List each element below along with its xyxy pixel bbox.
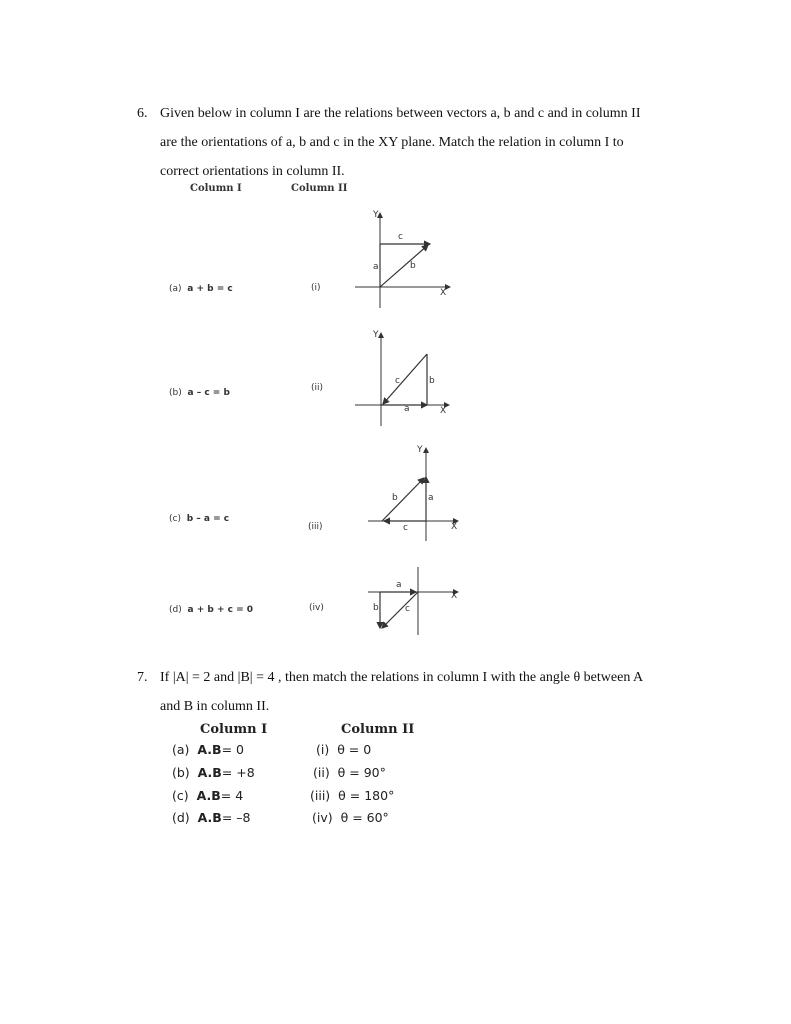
q7-option-iii-angle: θ = 180°	[338, 788, 395, 803]
q7-row-d-tag: (d)	[172, 810, 190, 825]
q6-option-i: (i)	[311, 283, 321, 293]
q6-row-a	[169, 284, 233, 294]
q6-line-1: Given below in column I are the relations between vectors a, b and c and in column II	[160, 106, 641, 121]
q7-row-d-rhs: = –8	[221, 810, 251, 825]
q7-option-iv-angle: θ = 60°	[340, 810, 389, 825]
q6-row-c-tag: (c)	[169, 514, 181, 524]
q7-column-2-heading: Column II	[341, 722, 415, 737]
diagram-iii-c-label: c	[403, 523, 408, 533]
diagram-i-a-label: a	[373, 262, 379, 272]
diagram-ii-c-label: c	[395, 376, 400, 386]
diagram-iv	[365, 565, 465, 637]
diagram-i-x-label: X	[440, 288, 447, 298]
diagram-iv-x-label: X	[451, 591, 458, 601]
q7-option-ii	[313, 765, 386, 780]
q7-row-b	[172, 765, 255, 780]
q7-row-c-tag: (c)	[172, 788, 189, 803]
diagram-i-b-label: b	[410, 261, 416, 271]
q7-option-i	[316, 742, 371, 757]
q6-row-d-relation: a + b + c = 0	[187, 605, 254, 615]
diagram-ii-y-label: Y	[373, 330, 379, 340]
q7-column-1-heading: Column I	[200, 722, 268, 737]
diagram-iii-x-label: X	[451, 522, 458, 532]
q7-row-a-rhs: = 0	[221, 742, 244, 757]
diagram-ii-a-label: a	[404, 404, 410, 414]
q7-row-b-rhs: = +8	[221, 765, 255, 780]
diagram-iii-a-label: a	[428, 493, 434, 503]
q7-row-b-relation: A.B	[197, 765, 222, 780]
q6-option-ii: (ii)	[311, 383, 324, 393]
q6-row-c	[169, 514, 229, 524]
q7-row-d-relation: A.B	[197, 810, 222, 825]
q7-option-ii-tag: (ii)	[313, 765, 330, 780]
diagram-ii	[352, 328, 457, 426]
q7-line-1: If |A| = 2 and |B| = 4 , then match the relations in column I with the angle θ between A	[160, 670, 644, 685]
q7-row-d	[172, 810, 251, 825]
q7-option-i-tag: (i)	[316, 742, 330, 757]
q7-option-iii	[310, 788, 394, 803]
diagram-ii-b-label: b	[429, 376, 435, 386]
q6-option-iii: (iii)	[308, 522, 323, 532]
q7-row-c-relation: A.B	[196, 788, 221, 803]
diagram-ii-x-label: X	[440, 406, 447, 416]
q6-row-c-relation: b – a = c	[186, 514, 230, 524]
q7-option-iii-tag: (iii)	[310, 788, 331, 803]
q6-row-a-tag: (a)	[169, 284, 182, 294]
q6-row-a-relation: a + b = c	[187, 284, 233, 294]
diagram-iii-y-label: Y	[417, 445, 423, 455]
diagram-i-c-label: c	[398, 232, 403, 242]
q7-row-a-tag: (a)	[172, 742, 190, 757]
diagram-iii	[365, 443, 465, 543]
q6-line-3: correct orientations in column II.	[160, 164, 345, 179]
diagram-iv-c-label: c	[405, 604, 410, 614]
q7-option-ii-angle: θ = 90°	[337, 765, 386, 780]
q6-row-b-relation: a – c = b	[187, 388, 230, 398]
q7-row-a-relation: A.B	[197, 742, 222, 757]
q7-row-a	[172, 742, 244, 757]
diagram-i-y-label: Y	[373, 210, 379, 220]
q7-option-i-angle: θ = 0	[337, 742, 372, 757]
diagram-iv-b-label: b	[373, 603, 379, 613]
q6-number: 6.	[137, 106, 148, 121]
q6-column-1-heading: Column I	[190, 183, 242, 194]
diagram-iii-b-label: b	[392, 493, 398, 503]
q7-row-c	[172, 788, 243, 803]
q7-option-iv	[312, 810, 389, 825]
diagram-iv-a-label: a	[396, 580, 402, 590]
q6-row-d-tag: (d)	[169, 605, 182, 615]
q6-row-d	[169, 605, 253, 615]
q7-line-2: and B in column II.	[160, 699, 270, 714]
q6-row-b-tag: (b)	[169, 388, 182, 398]
q6-line-2: are the orientations of a, b and c in the XY plane. Match the relation in column I to	[160, 135, 624, 150]
q7-row-b-tag: (b)	[172, 765, 190, 780]
q7-row-c-rhs: = 4	[220, 788, 244, 803]
diagram-i	[350, 208, 460, 308]
q7-number: 7.	[137, 670, 148, 685]
q6-row-b	[169, 388, 230, 398]
q7-option-iv-tag: (iv)	[312, 810, 333, 825]
q6-option-iv: (iv)	[309, 603, 324, 613]
q6-column-2-heading: Column II	[291, 183, 348, 194]
